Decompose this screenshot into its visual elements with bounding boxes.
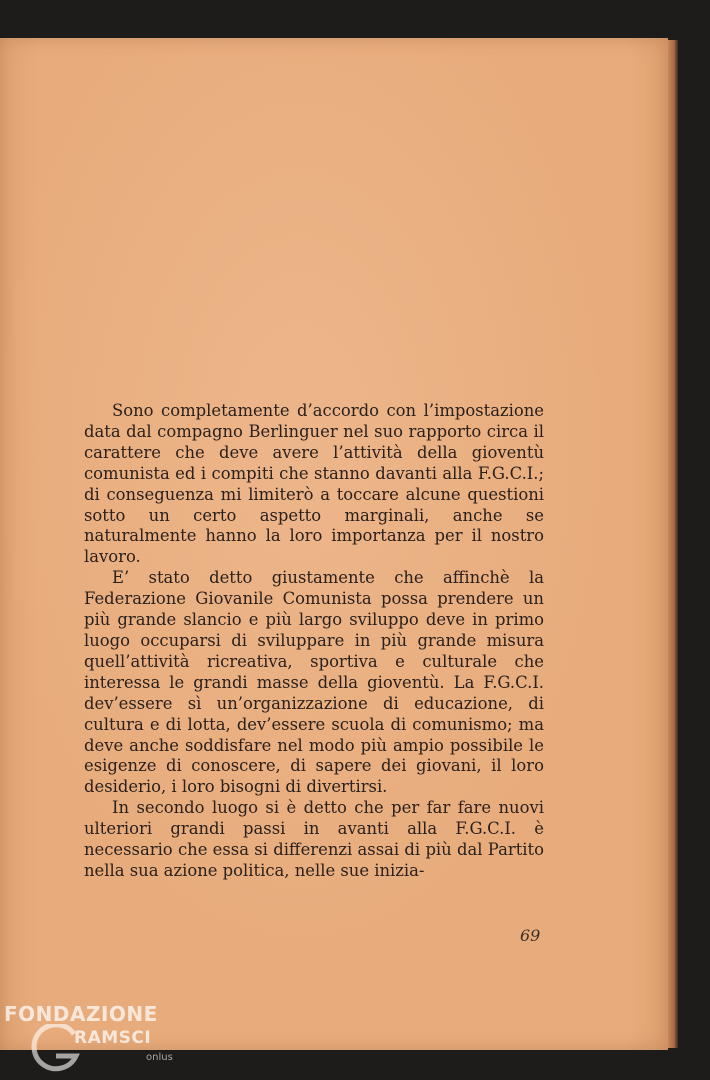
paragraph-2: E’ stato detto giustamente che affinchè la Federazione Giovanile Comunista possa prendere un più grande slancio e più largo sviluppo deve in primo luogo occuparsi di sviluppare in più grande misura quell’attività ricreativa, sportiva e culturale che interessa le grandi masse della gioventù. La F.G.C.I. dev’essere sì un’organizzazione di educazione, di cultura e di lotta, dev’essere scuola di comunismo; ma deve anche soddisfare nel modo più ampio possibile le esigenze di conoscere, di sapere dei giovani, il loro desiderio, i loro bisogni di divertirsi. bbox=[84, 568, 544, 797]
body-text bbox=[84, 401, 544, 882]
page-edge bbox=[668, 40, 678, 1048]
watermark bbox=[4, 1002, 179, 1074]
watermark-tag: onlus bbox=[146, 1052, 173, 1063]
page-number: 69 bbox=[520, 926, 541, 945]
paragraph-3: In secondo luogo si è detto che per far fare nuovi ulteriori grandi passi in avanti alla F.G.C.I. è necessario che essa si differenzi assai di più dal Partito nella sua azione politica, nelle sue inizia- bbox=[84, 798, 544, 880]
watermark-line1: FONDAZIONE bbox=[4, 1002, 158, 1026]
paragraph-1: Sono completamente d’accordo con l’impostazione data dal compagno Berlinguer nel suo rapporto circa il carattere che deve avere l’attività della gioventù comunista ed i compiti che stanno davanti alla F.G.C.I.; di conseguenza mi limiterò a toccare alcune questioni sotto un certo aspetto marginali, anche se naturalmente hanno la loro importanza per il nostro lavoro. bbox=[84, 401, 544, 567]
watermark-line2: RAMSCI bbox=[74, 1028, 152, 1048]
